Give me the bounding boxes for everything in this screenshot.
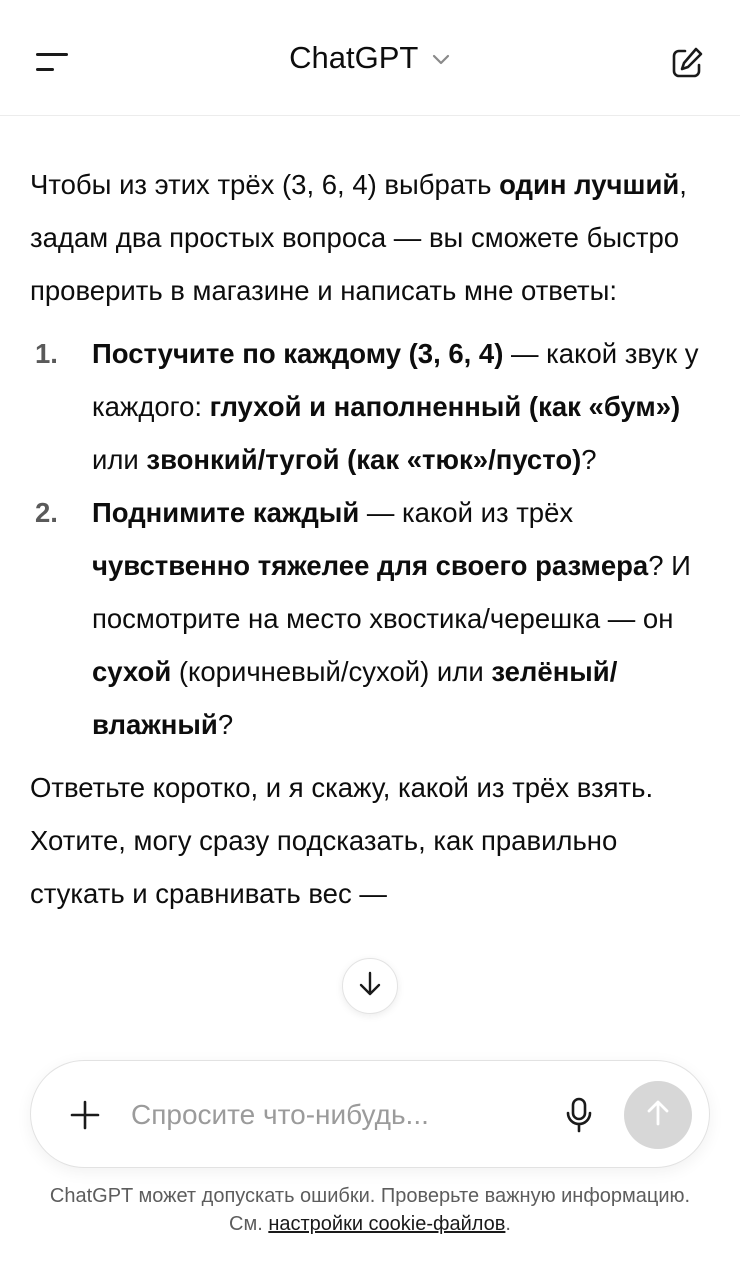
composer	[30, 1060, 710, 1168]
send-button[interactable]	[624, 1081, 692, 1149]
text: ?	[581, 444, 597, 475]
text: или	[92, 444, 147, 475]
outro-paragraph: Ответьте коротко, и я скажу, какой из трёх взять. Хотите, могу сразу подсказать, как правильно стукать и сравнивать вес —	[30, 772, 654, 909]
bold-text: Поднимите каждый	[92, 497, 360, 528]
assistant-message	[30, 158, 702, 920]
arrow-up-icon	[644, 1098, 672, 1133]
compose-icon[interactable]	[666, 42, 708, 84]
scroll-to-bottom-button[interactable]	[342, 958, 398, 1014]
top-bar	[0, 0, 740, 116]
model-selector[interactable]	[0, 40, 740, 76]
intro-paragraph	[30, 158, 702, 317]
prompt-input[interactable]	[131, 1091, 551, 1139]
text: (коричневый/сухой) или	[171, 656, 492, 687]
list-number: 1.	[35, 338, 58, 369]
bold-text: чувственно тяжелее для своего размера	[92, 550, 649, 581]
disclaimer-end: .	[505, 1213, 511, 1235]
text: — какой из трёх	[359, 497, 574, 528]
bold-text: звонкий/тугой (как «тюк»/пусто)	[146, 444, 582, 475]
bold-text: сухой	[92, 656, 172, 687]
bold-text: Постучите по каждому (3, 6, 4)	[92, 338, 504, 369]
disclaimer-text: ChatGPT может допускать ошибки. Проверьте важную информацию. См.	[49, 1185, 691, 1235]
steps-list	[30, 327, 702, 751]
bold-text: зелёный/влажный	[92, 656, 618, 740]
text: , задам два простых вопроса — вы сможете быстро проверить в магазине и написать мне ответы:	[30, 169, 687, 306]
chevron-down-icon	[431, 52, 451, 71]
arrow-down-icon	[357, 970, 383, 1003]
text: — какой звук у каждого:	[92, 338, 699, 422]
text: ?	[217, 709, 234, 740]
plus-icon[interactable]	[65, 1095, 105, 1135]
list-number: 2.	[35, 497, 58, 528]
microphone-icon[interactable]	[561, 1093, 597, 1137]
text: Чтобы из этих трёх (3, 6, 4) выбрать	[30, 169, 500, 200]
bold-text: глухой и наполненный (как «бум»)	[209, 391, 681, 422]
list-item	[30, 327, 702, 486]
cookie-settings-link[interactable]: настройки cookie-файлов	[268, 1213, 506, 1235]
app-title: ChatGPT	[289, 40, 419, 75]
disclaimer	[40, 1182, 700, 1238]
list-item	[30, 486, 702, 751]
bold-text: один лучший	[499, 169, 680, 200]
text: ? И посмотрите на место хвостика/черешка — он	[92, 550, 691, 634]
